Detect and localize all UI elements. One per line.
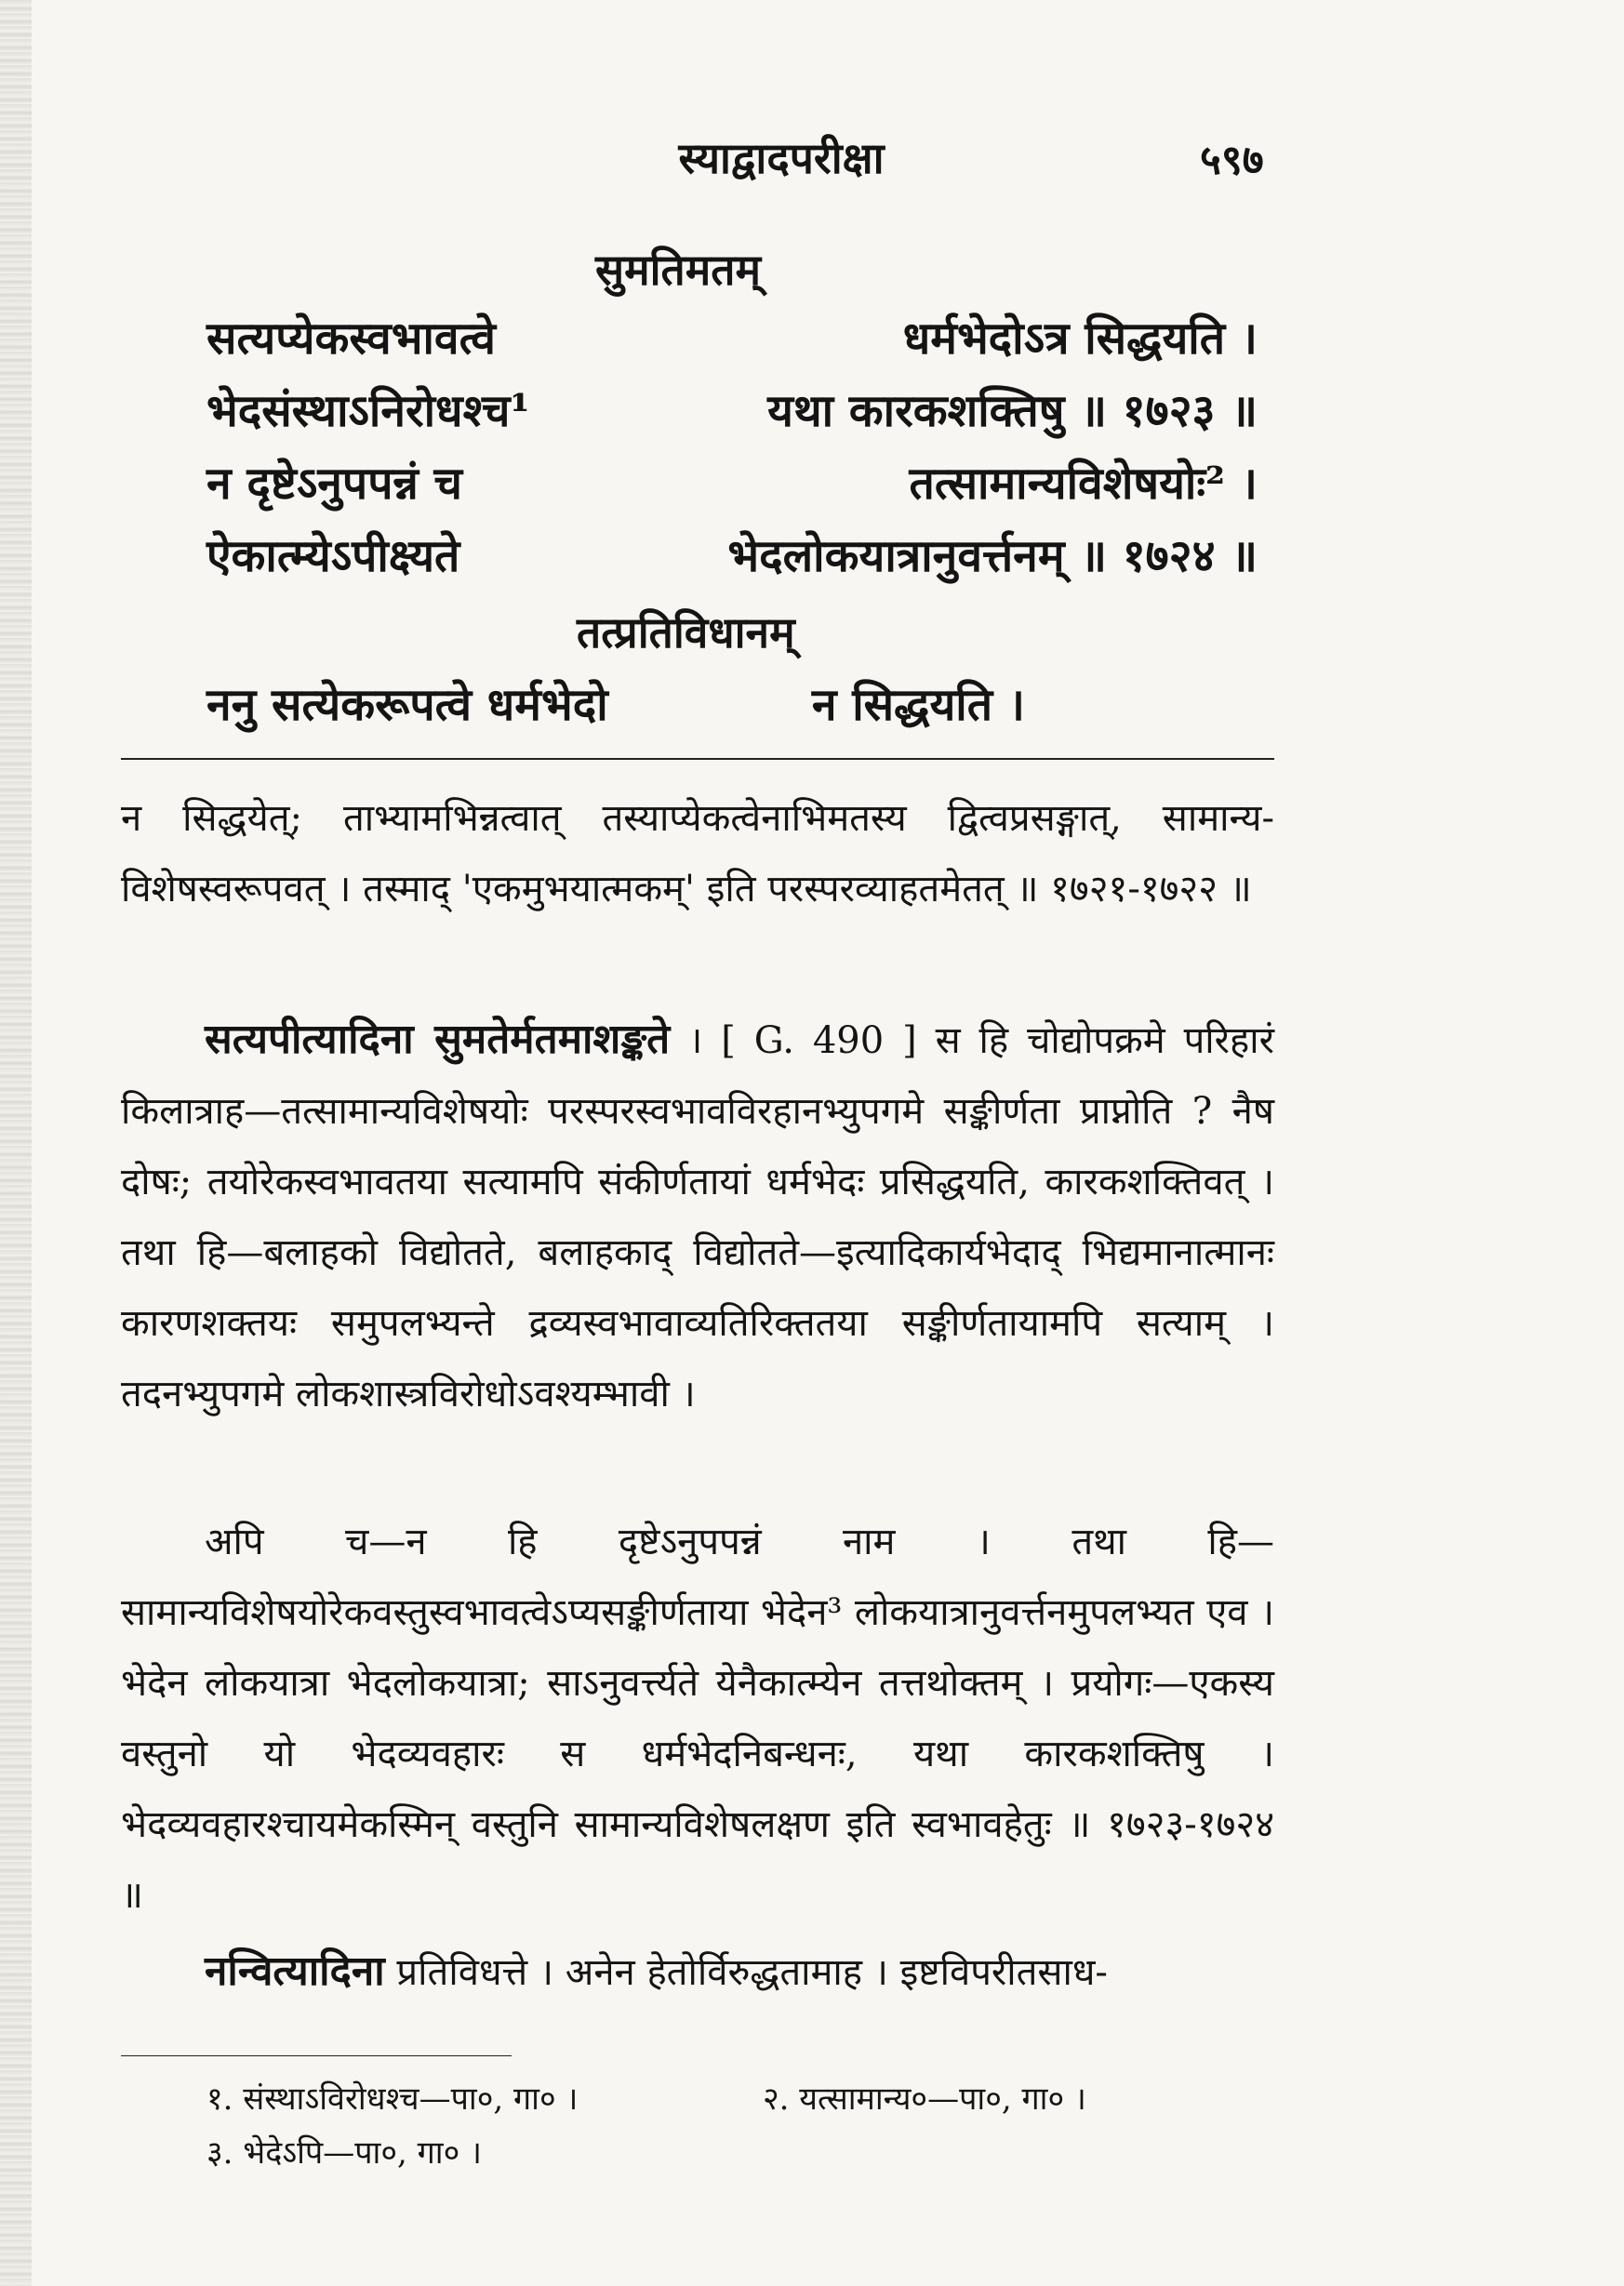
verse-line-4-second-half: भेदलोकयात्रानुवर्त्तनम् ॥ १७२४ ॥ [727, 530, 1258, 582]
commentary-paragraph-4 [121, 1936, 1274, 2008]
footnote-3: ३. भेदेऽपि—पा०, गा० । [206, 2134, 482, 2172]
verse-line-1-first-half: सत्यप्येकस्वभावत्वे [206, 312, 496, 365]
verse-line-2-first-half: भेदसंस्थाऽनिरोधश्च¹ [206, 385, 530, 437]
running-header-title: स्याद्वादपरीक्षा [678, 133, 885, 183]
commentary-paragraph-4-body: प्रतिविधत्ते । अनेन हेतोर्विरुद्धतामाह । इष्टविपरीतसाध- [384, 1951, 1108, 1994]
footnote-divider [121, 2055, 512, 2056]
verse-line-3-second-half: तत्सामान्यविशेषयोः² । [909, 458, 1258, 510]
verse-heading-tatpratividhanam: तत्प्रतिविधानम् [577, 607, 795, 658]
commentary-paragraph-4-lead: नन्वित्यादिना [205, 1947, 385, 1995]
footnote-2: २. यत्सामान्य०—पा०, गा० । [763, 2080, 1086, 2118]
commentary-paragraph-2-lead: सत्यपीत्यादिना सुमतेर्मतमाशङ्कते [205, 1016, 671, 1063]
verse-line-1-second-half: धर्मभेदोऽत्र सिद्धयति । [902, 312, 1258, 365]
verse-heading-sumatimatam: सुमतिमतम् [595, 245, 761, 295]
verse-line-5-second-half: न सिद्धयति । [811, 679, 1025, 731]
verse-line-3-first-half: न दृष्टेऽनुपपन्नं च [206, 458, 463, 510]
commentary-paragraph-1: न सिद्धयेत्; ताभ्यामभिन्नत्वात् तस्याप्येकत्वेनाभिमतस्य द्वित्वप्रसङ्गात्, सामान्य-विशेषस्वरूपवत् । तस्माद् 'एकमुभयात्मकम्' इति परस्परव्याहतमेतत् ॥ १७२१-१७२२ ॥ [121, 797, 1274, 910]
footnote-1: १. संस्थाऽविरोधश्च—पा०, गा० । [206, 2080, 579, 2118]
page-number: ५९७ [1200, 137, 1264, 184]
verse-line-4-first-half: ऐकात्म्येऽपीक्ष्यते [206, 530, 460, 582]
scan-binding-edge [0, 0, 32, 2286]
verse-line-5-first-half: ननु सत्येकरूपत्वे धर्मभेदो [206, 679, 608, 731]
commentary-paragraph-2-body: । [ G. 490 ] स हि चोद्योपक्रमे परिहारं किलात्राह—तत्सामान्यविशेषयोः परस्परस्वभावविरहानभ्युपगमे सङ्कीर्णता प्राप्नोति ? नैष दोषः; तयोरेकस्वभावतया सत्यामपि संकीर्णतायां धर्मभेदः प्रसिद्धयति, कारकशक्तिवत् । तथा हि—बलाहको विद्योतते, बलाहकाद् विद्योतते—इत्यादिकार्यभेदाद् भिद्यमानात्मानः कारणशक्तयः समुपलभ्यन्ते द्रव्यस्वभावाव्यतिरिक्ततया सङ्कीर्णतायामपि सत्याम् । तदनभ्युपगमे लोकशास्त्रविरोधोऽवश्यम्भावी । [121, 1019, 1274, 1415]
commentary-paragraph-2 [121, 1004, 1274, 1429]
verse-line-2-second-half: यथा कारकशक्तिषु ॥ १७२३ ॥ [767, 385, 1258, 437]
commentary-paragraph-3: अपि च—न हि दृष्टेऽनुपपन्नं नाम । तथा हि—सामान्यविशेषयोरेकवस्तुस्वभावत्वेऽप्यसङ्कीर्णताया भेदेन³ लोकयात्रानुवर्त्तनमुपलभ्यत एव । भेदेन लोकयात्रा भेदलोकयात्रा; साऽनुवर्त्त्यते येनैकात्म्येन तत्तथोक्तम् । प्रयोगः—एकस्य वस्तुनो यो भेदव्यवहारः स धर्मभेदनिबन्धनः, यथा कारकशक्तिषु । भेदव्यवहारश्चायमेकस्मिन् वस्तुनि सामान्यविशेषलक्षण इति स्वभावहेतुः ॥ १७२३-१७२४ ॥ [121, 1521, 1274, 1917]
verse-commentary-divider [121, 758, 1274, 760]
